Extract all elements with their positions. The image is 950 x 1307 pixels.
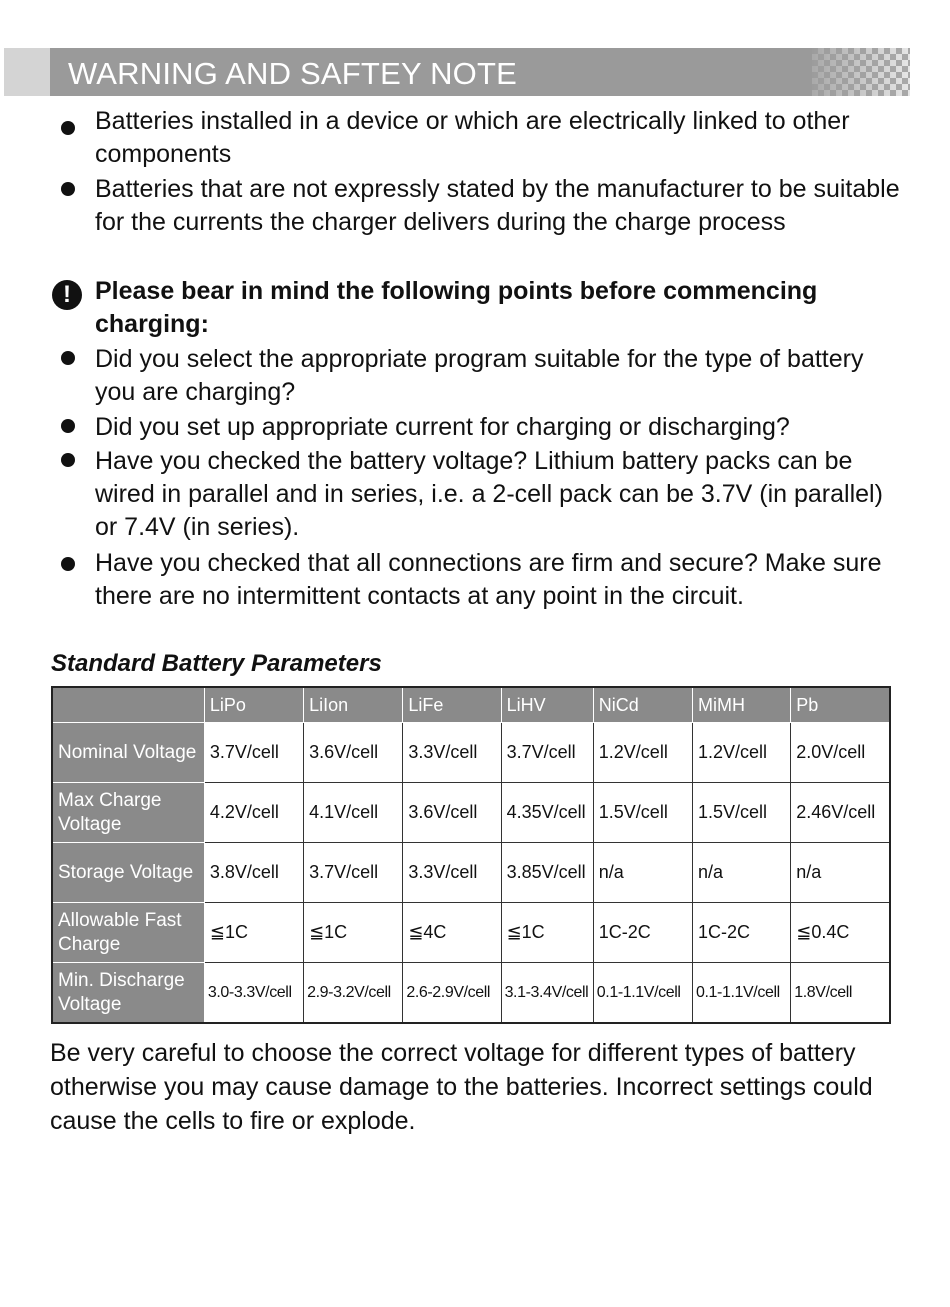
table-row <box>52 903 890 963</box>
page-title: WARNING AND SAFTEY NOTE <box>68 56 517 91</box>
table-cell: 3.7V/cell <box>204 723 303 783</box>
column-header: MiMH <box>693 687 791 723</box>
table-cell: ≦4C <box>403 903 501 963</box>
bullet-dot <box>61 419 75 433</box>
bullet-dot <box>61 453 75 467</box>
table-cell: 3.3V/cell <box>403 723 501 783</box>
list-item: Have you checked the battery voltage? Lithium battery packs can be wired in parallel and in series, i.e. a 2-cell pack can be 3.7V (in parallel) or 7.4V (in series). <box>95 447 883 541</box>
table-header-row <box>52 687 890 723</box>
table-cell: 1C-2C <box>693 903 791 963</box>
row-header: Allowable Fast Charge <box>52 903 204 963</box>
table-cell: 2.0V/cell <box>791 723 890 783</box>
table-cell: 1C-2C <box>593 903 692 963</box>
table-cell: 1.2V/cell <box>593 723 692 783</box>
list-item: Did you select the appropriate program suitable for the type of battery you are charging? <box>95 345 864 406</box>
table-cell: 3.6V/cell <box>403 783 501 843</box>
list-item: Did you set up appropriate current for charging or discharging? <box>95 413 790 441</box>
column-header: LiPo <box>204 687 303 723</box>
table-row <box>52 963 890 1024</box>
table-row <box>52 843 890 903</box>
table-row <box>52 723 890 783</box>
table-cell: 2.6-2.9V/cell <box>403 963 501 1024</box>
table-cell: 4.1V/cell <box>304 783 403 843</box>
table-cell: n/a <box>693 843 791 903</box>
header-bar-lead <box>4 48 50 96</box>
exclamation-icon: ! <box>52 280 82 310</box>
bullet-dot <box>61 351 75 365</box>
table-cell: ≦0.4C <box>791 903 890 963</box>
warning-heading: Please bear in mind the following points before commencing charging: <box>95 277 818 338</box>
table-cell: ≦1C <box>304 903 403 963</box>
bullet-dot <box>61 557 75 571</box>
table-cell: n/a <box>791 843 890 903</box>
table-cell: 2.9-3.2V/cell <box>304 963 403 1024</box>
table-row <box>52 783 890 843</box>
column-header: LiFe <box>403 687 501 723</box>
table-cell: 4.35V/cell <box>501 783 593 843</box>
table-cell: 3.1-3.4V/cell <box>501 963 593 1024</box>
bullet-dot <box>61 121 75 135</box>
checker-pattern <box>812 48 910 96</box>
row-header: Storage Voltage <box>52 843 204 903</box>
table-cell: ≦1C <box>204 903 303 963</box>
table-cell: 1.2V/cell <box>693 723 791 783</box>
table-title: Standard Battery Parameters <box>51 650 382 677</box>
bullet-dot <box>61 182 75 196</box>
table-cell: 3.7V/cell <box>501 723 593 783</box>
list-item: Have you checked that all connections are firm and secure? Make sure there are no intermittent contacts at any point in the circuit. <box>95 549 882 610</box>
table-cell: 3.8V/cell <box>204 843 303 903</box>
table-cell: 0.1-1.1V/cell <box>693 963 791 1024</box>
battery-parameters-table <box>51 686 891 1024</box>
row-header: Min. Discharge Voltage <box>52 963 204 1024</box>
row-header: Nominal Voltage <box>52 723 204 783</box>
table-cell: 0.1-1.1V/cell <box>593 963 692 1024</box>
column-header: LiIon <box>304 687 403 723</box>
table-cell: 1.8V/cell <box>791 963 890 1024</box>
table-cell: 3.3V/cell <box>403 843 501 903</box>
footer-paragraph: Be very careful to choose the correct voltage for different types of battery otherwise you may cause damage to the batteries. Incorrect settings could cause the cells to fire or explode. <box>50 1039 873 1135</box>
table-cell: 1.5V/cell <box>593 783 692 843</box>
column-header: LiHV <box>501 687 593 723</box>
column-header: Pb <box>791 687 890 723</box>
table-cell: ≦1C <box>501 903 593 963</box>
table-cell: 3.85V/cell <box>501 843 593 903</box>
list-item: Batteries that are not expressly stated by the manufacturer to be suitable for the currents the charger delivers during the charge process <box>95 175 900 236</box>
table-cell: 2.46V/cell <box>791 783 890 843</box>
table-cell: 1.5V/cell <box>693 783 791 843</box>
table-corner-cell <box>52 687 204 723</box>
column-header: NiCd <box>593 687 692 723</box>
table-cell: 3.7V/cell <box>304 843 403 903</box>
row-header: Max Charge Voltage <box>52 783 204 843</box>
table-cell: n/a <box>593 843 692 903</box>
list-item: Batteries installed in a device or which are electrically linked to other components <box>95 107 850 168</box>
table-cell: 3.0-3.3V/cell <box>204 963 303 1024</box>
table-cell: 3.6V/cell <box>304 723 403 783</box>
table-cell: 4.2V/cell <box>204 783 303 843</box>
